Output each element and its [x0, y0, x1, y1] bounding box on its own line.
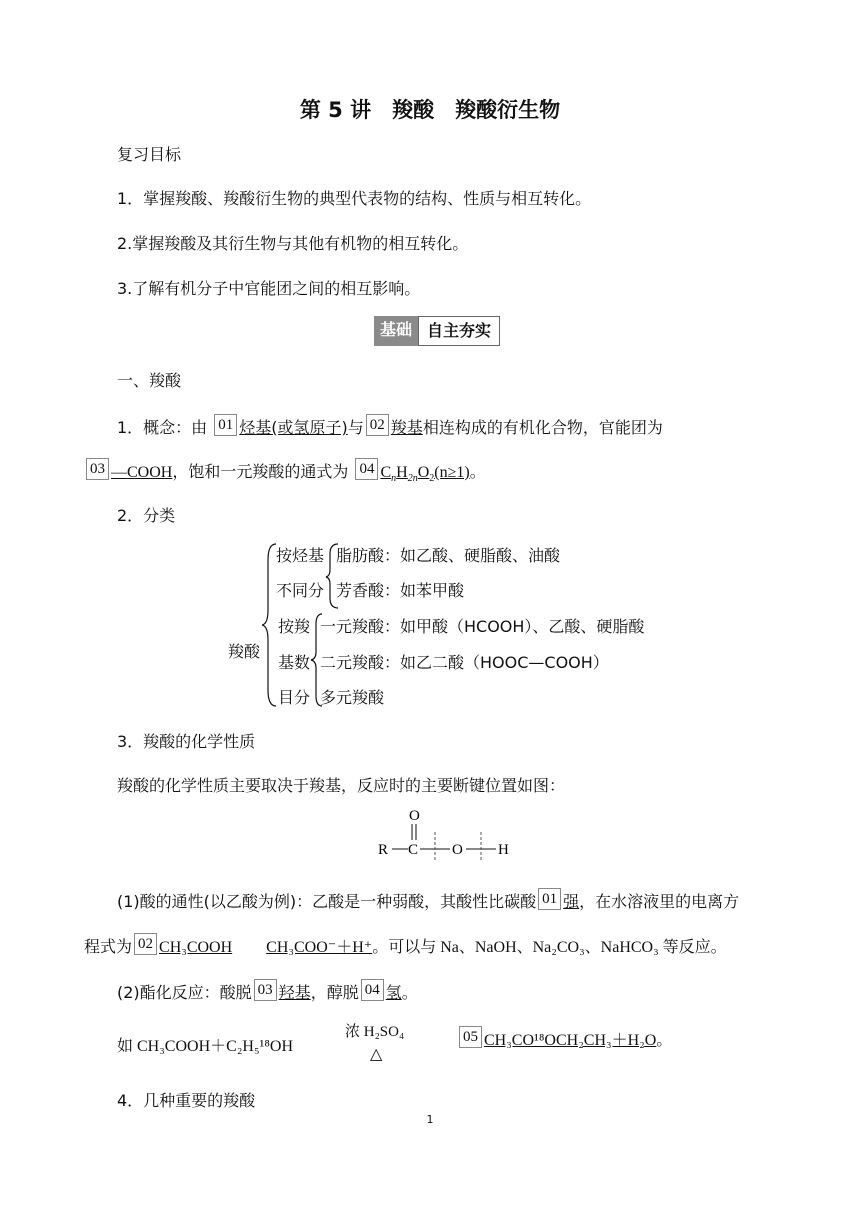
text: 相连构成的有机化合物，官能团为	[422, 418, 663, 437]
carboxyl-structure-diagram	[374, 802, 514, 864]
answer-box-01: 01	[214, 414, 237, 436]
answer-02: 羧基	[390, 418, 423, 437]
class-line-4: 二元羧酸：如乙二酸（HOOC—COOH）	[320, 653, 609, 672]
p1-line-1	[117, 888, 739, 912]
text: 1．概念：由	[117, 418, 208, 437]
review-item-3: 3.了解有机分子中官能团之间的相互影响。	[117, 279, 421, 298]
page-title: 第 5 讲 羧酸 羧酸衍生物	[299, 98, 561, 122]
group1-label-b: 不同分	[276, 581, 325, 600]
answer-01b: 强	[563, 892, 580, 911]
answer-05: CH₃CO¹⁸OCH₂CH₃＋H₂O	[484, 1032, 657, 1049]
review-item-2: 2.掌握羧酸及其衍生物与其他有机物的相互转化。	[117, 234, 469, 253]
answer-03: —COOH	[111, 464, 173, 481]
concept-line-1	[117, 414, 663, 438]
answer-02b: CH₃COOH CH₃COO⁻＋H⁺	[159, 939, 373, 956]
class-line-2: 芳香酸：如苯甲酸	[336, 581, 465, 600]
answer-box-04b: 04	[361, 979, 384, 1001]
review-item-1: 1．掌握羧酸、羧酸衍生物的典型代表物的结构、性质与相互转化。	[117, 189, 592, 208]
answer-box-01b: 01	[538, 888, 561, 910]
chem-intro: 羧酸的化学性质主要取决于羧基，反应时的主要断键位置如图：	[117, 776, 566, 795]
answer-03b: 羟基	[278, 983, 311, 1002]
reaction-condition-top: 浓 H₂SO₄	[345, 1024, 405, 1040]
answer-04: $C_nH_{2n}O_2(n\ge 1)$	[380, 464, 470, 485]
group2-label-a: 按羧	[278, 617, 311, 636]
atom-o: O	[452, 842, 463, 858]
group1-label-a: 按烃基	[276, 546, 325, 565]
p2-line	[117, 979, 418, 1003]
section-badge	[374, 316, 500, 346]
classify-root: 羧酸	[228, 642, 261, 661]
answer-box-05: 05	[459, 1026, 482, 1048]
text: (2)酯化反应：酸脱	[117, 983, 252, 1002]
atom-o-top: O	[409, 808, 420, 824]
concept-line-2	[84, 458, 486, 484]
atom-c: C	[408, 842, 419, 858]
reaction-products	[457, 1026, 672, 1050]
atom-r: R	[378, 842, 389, 858]
class-line-5: 多元羧酸	[320, 688, 385, 707]
answer-box-02b: 02	[134, 933, 157, 955]
p1-line-2	[84, 933, 727, 957]
answer-01: 烃基(或氢原子)	[239, 418, 348, 437]
group2-label-b: 基数	[278, 653, 311, 672]
class-line-3: 一元羧酸：如甲酸（HCOOH）、乙酸、硬脂酸	[320, 617, 645, 636]
text: ，在水溶液里的电离方	[579, 892, 740, 911]
text: 。	[401, 983, 418, 1002]
reaction-reactants: 如 CH₃COOH＋C₂H₅¹⁸OH	[117, 1038, 294, 1055]
text: 。可以与 Na、NaOH、Na₂CO₃、NaHCO₃ 等反应。	[372, 939, 727, 956]
answer-box-02: 02	[366, 414, 389, 436]
badge-left: 基础	[374, 316, 418, 346]
answer-box-03: 03	[86, 458, 109, 480]
text: 与	[347, 418, 364, 437]
group2-label-c: 目分	[278, 688, 311, 707]
answer-04b: 氢	[385, 983, 402, 1002]
answer-box-04: 04	[355, 458, 378, 480]
page-number: 1	[426, 1113, 434, 1126]
classify-heading: 2．分类	[117, 506, 176, 525]
badge-right: 自主夯实	[418, 316, 500, 346]
text: 。	[469, 462, 486, 481]
review-heading: 复习目标	[117, 145, 182, 164]
text: 。	[656, 1030, 673, 1049]
reaction-condition-bottom: △	[370, 1044, 383, 1063]
text: ，饱和一元羧酸的通式为	[172, 462, 349, 481]
text: (1)酸的通性(以乙酸为例)：乙酸是一种弱酸，其酸性比碳酸	[117, 892, 537, 911]
answer-box-03b: 03	[254, 979, 277, 1001]
text: ，醇脱	[310, 983, 359, 1002]
atom-h: H	[498, 842, 509, 858]
text: 程式为	[84, 937, 133, 956]
section-heading-1: 一、羧酸	[117, 371, 182, 390]
section-heading-4: 4．几种重要的羧酸	[117, 1091, 256, 1110]
class-line-1: 脂肪酸：如乙酸、硬脂酸、油酸	[336, 546, 561, 565]
chem-heading: 3．羧酸的化学性质	[117, 732, 256, 751]
